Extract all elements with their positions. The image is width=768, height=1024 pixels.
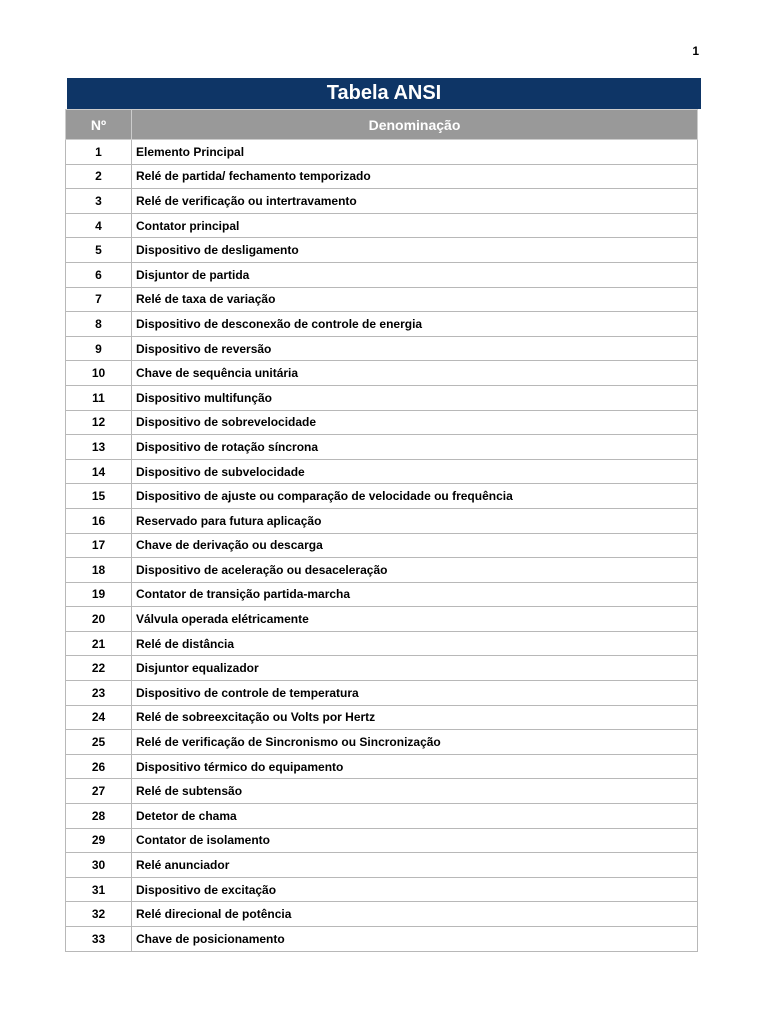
row-number: 4 xyxy=(66,213,132,238)
table-body xyxy=(66,140,698,952)
table-header xyxy=(66,110,698,140)
header-number: Nº xyxy=(66,110,132,140)
row-denomination: Relé de taxa de variação xyxy=(132,287,698,312)
table-row xyxy=(66,877,698,902)
row-denomination: Reservado para futura aplicação xyxy=(132,508,698,533)
row-denomination: Chave de posicionamento xyxy=(132,927,698,952)
table-title: Tabela ANSI xyxy=(67,78,701,109)
table-row xyxy=(66,238,698,263)
row-number: 24 xyxy=(66,705,132,730)
row-number: 12 xyxy=(66,410,132,435)
row-number: 33 xyxy=(66,927,132,952)
row-number: 1 xyxy=(66,140,132,165)
row-denomination: Disjuntor equalizador xyxy=(132,656,698,681)
row-number: 27 xyxy=(66,779,132,804)
row-denomination: Dispositivo de controle de temperatura xyxy=(132,681,698,706)
row-number: 16 xyxy=(66,508,132,533)
table-row xyxy=(66,656,698,681)
table-row xyxy=(66,607,698,632)
table-row xyxy=(66,754,698,779)
table-row xyxy=(66,287,698,312)
table-row xyxy=(66,631,698,656)
table-row xyxy=(66,435,698,460)
page-number: 1 xyxy=(692,44,699,58)
table-row xyxy=(66,361,698,386)
table-row xyxy=(66,189,698,214)
row-number: 17 xyxy=(66,533,132,558)
row-denomination: Relé de sobreexcitação ou Volts por Hertz xyxy=(132,705,698,730)
row-number: 5 xyxy=(66,238,132,263)
table-row xyxy=(66,804,698,829)
row-denomination: Dispositivo de desligamento xyxy=(132,238,698,263)
table-row xyxy=(66,681,698,706)
row-denomination: Relé anunciador xyxy=(132,853,698,878)
row-denomination: Dispositivo multifunção xyxy=(132,385,698,410)
row-denomination: Dispositivo de aceleração ou desaceleração xyxy=(132,558,698,583)
row-denomination: Dispositivo térmico do equipamento xyxy=(132,754,698,779)
row-number: 28 xyxy=(66,804,132,829)
row-number: 20 xyxy=(66,607,132,632)
table-row xyxy=(66,508,698,533)
table-row xyxy=(66,312,698,337)
row-denomination: Chave de sequência unitária xyxy=(132,361,698,386)
row-number: 31 xyxy=(66,877,132,902)
row-denomination: Relé de verificação ou intertravamento xyxy=(132,189,698,214)
row-number: 30 xyxy=(66,853,132,878)
row-denomination: Dispositivo de ajuste ou comparação de velocidade ou frequência xyxy=(132,484,698,509)
row-denomination: Dispositivo de sobrevelocidade xyxy=(132,410,698,435)
row-denomination: Contator de isolamento xyxy=(132,828,698,853)
row-number: 21 xyxy=(66,631,132,656)
table-row xyxy=(66,705,698,730)
row-number: 25 xyxy=(66,730,132,755)
row-number: 9 xyxy=(66,336,132,361)
table-row xyxy=(66,484,698,509)
table-row xyxy=(66,385,698,410)
table-row xyxy=(66,164,698,189)
row-number: 11 xyxy=(66,385,132,410)
row-number: 32 xyxy=(66,902,132,927)
row-denomination: Dispositivo de subvelocidade xyxy=(132,459,698,484)
row-number: 7 xyxy=(66,287,132,312)
row-denomination: Dispositivo de excitação xyxy=(132,877,698,902)
table-row xyxy=(66,459,698,484)
row-number: 15 xyxy=(66,484,132,509)
row-number: 14 xyxy=(66,459,132,484)
ansi-table-container xyxy=(65,109,697,952)
row-denomination: Válvula operada elétricamente xyxy=(132,607,698,632)
table-row xyxy=(66,779,698,804)
table-row xyxy=(66,927,698,952)
table-row xyxy=(66,853,698,878)
header-row xyxy=(66,110,698,140)
row-number: 23 xyxy=(66,681,132,706)
row-denomination: Detetor de chama xyxy=(132,804,698,829)
row-denomination: Dispositivo de rotação síncrona xyxy=(132,435,698,460)
row-denomination: Chave de derivação ou descarga xyxy=(132,533,698,558)
row-denomination: Contator principal xyxy=(132,213,698,238)
row-number: 3 xyxy=(66,189,132,214)
row-number: 18 xyxy=(66,558,132,583)
row-denomination: Contator de transição partida-marcha xyxy=(132,582,698,607)
row-number: 19 xyxy=(66,582,132,607)
row-number: 8 xyxy=(66,312,132,337)
table-row xyxy=(66,828,698,853)
row-number: 10 xyxy=(66,361,132,386)
header-name: Denominação xyxy=(132,110,698,140)
row-denomination: Relé de subtensão xyxy=(132,779,698,804)
row-denomination: Relé de distância xyxy=(132,631,698,656)
row-denomination: Dispositivo de desconexão de controle de energia xyxy=(132,312,698,337)
table-row xyxy=(66,730,698,755)
table-row xyxy=(66,558,698,583)
table-row xyxy=(66,410,698,435)
table-row xyxy=(66,140,698,165)
row-number: 22 xyxy=(66,656,132,681)
row-number: 2 xyxy=(66,164,132,189)
row-denomination: Relé de verificação de Sincronismo ou Sincronização xyxy=(132,730,698,755)
ansi-table xyxy=(65,109,698,952)
row-denomination: Relé de partida/ fechamento temporizado xyxy=(132,164,698,189)
row-number: 29 xyxy=(66,828,132,853)
row-number: 6 xyxy=(66,262,132,287)
row-denomination: Relé direcional de potência xyxy=(132,902,698,927)
table-row xyxy=(66,533,698,558)
row-number: 26 xyxy=(66,754,132,779)
table-row xyxy=(66,213,698,238)
table-row xyxy=(66,336,698,361)
row-number: 13 xyxy=(66,435,132,460)
row-denomination: Elemento Principal xyxy=(132,140,698,165)
table-row xyxy=(66,262,698,287)
row-denomination: Disjuntor de partida xyxy=(132,262,698,287)
table-row xyxy=(66,902,698,927)
row-denomination: Dispositivo de reversão xyxy=(132,336,698,361)
table-row xyxy=(66,582,698,607)
